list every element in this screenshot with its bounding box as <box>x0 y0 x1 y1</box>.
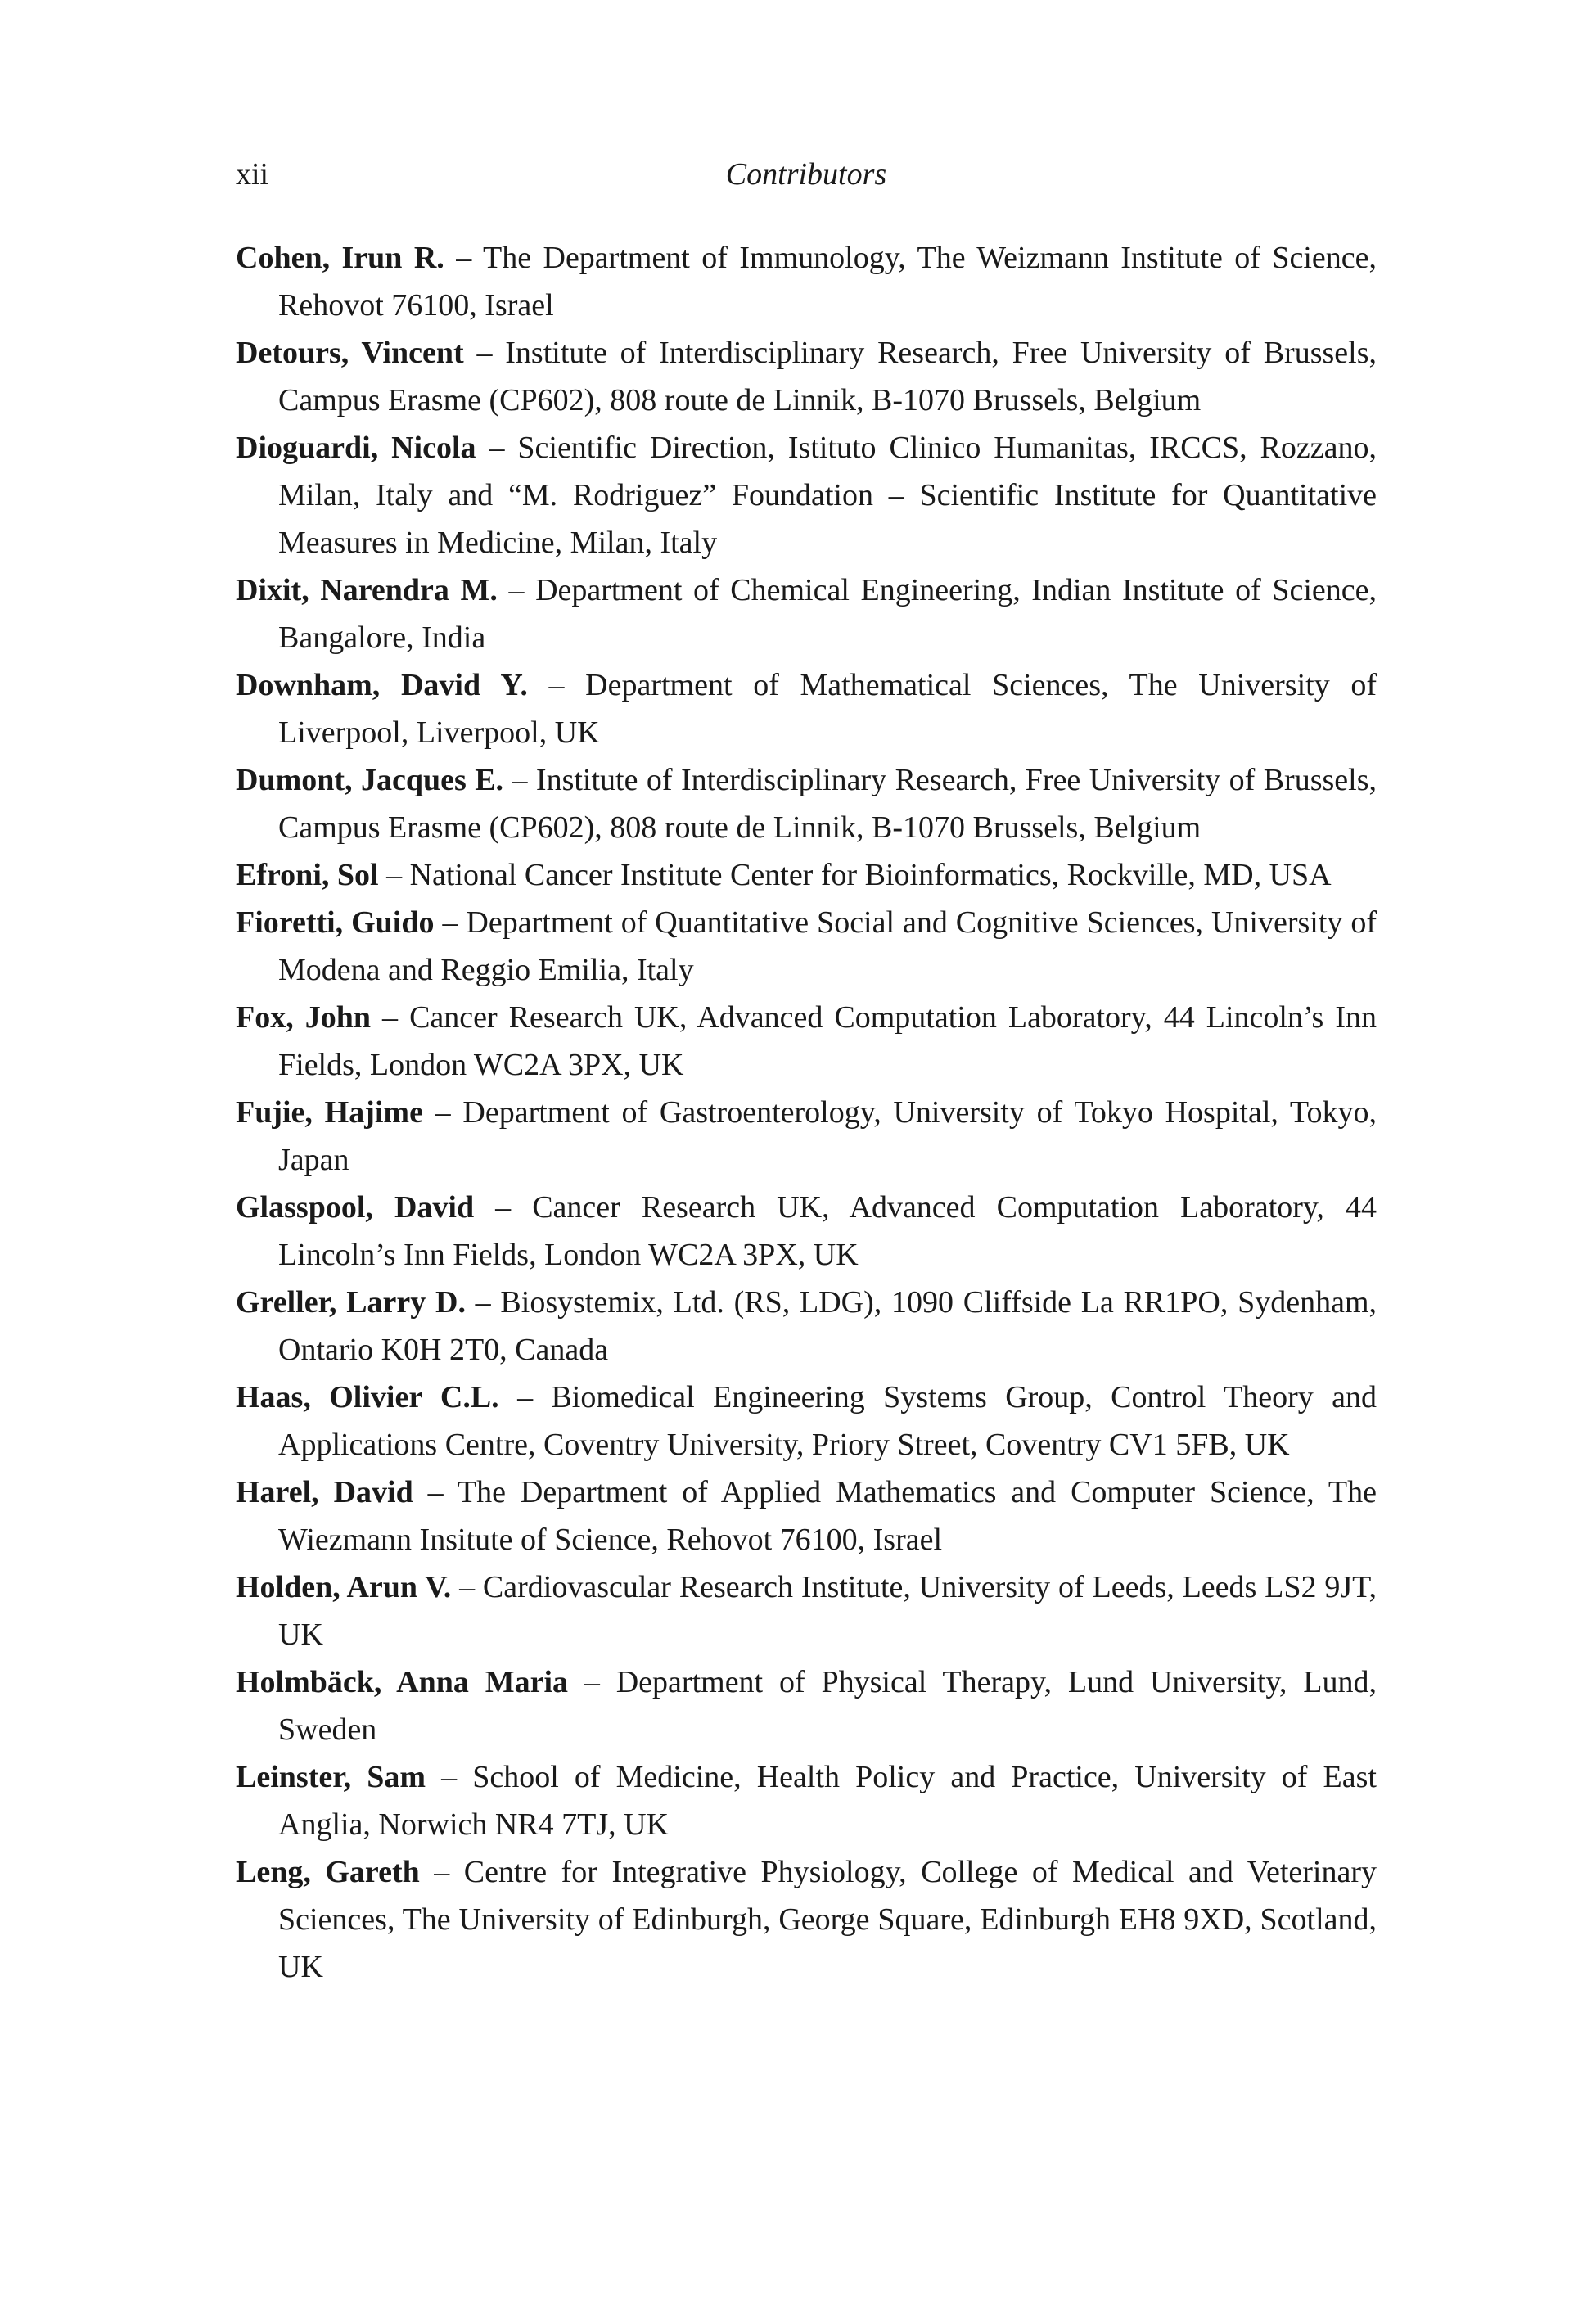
contributor-name: Holmbäck, Anna Maria <box>236 1665 569 1699</box>
contributor-affiliation: – The Department of Applied Mathematics and Computer Science, The Wiezmann Insitute of Science, Rehovot 76100, Israel <box>278 1475 1377 1557</box>
contributor-affiliation: – Cardiovascular Research Institute, University of Leeds, Leeds LS2 9JT, UK <box>278 1570 1377 1652</box>
contributor-affiliation: – Department of Chemical Engineering, Indian Institute of Science, Bangalore, India <box>278 573 1377 655</box>
contributor-entry <box>236 899 1377 994</box>
contributor-entry <box>236 756 1377 851</box>
contributor-affiliation: – Biosystemix, Ltd. (RS, LDG), 1090 Cliffside La RR1PO, Sydenham, Ontario K0H 2T0, Canada <box>278 1285 1377 1367</box>
contributor-affiliation: – Cancer Research UK, Advanced Computation Laboratory, 44 Lincoln’s Inn Fields, London WC2A 3PX, UK <box>278 1000 1377 1082</box>
contributor-name: Harel, David <box>236 1475 413 1509</box>
contributor-name: Efroni, Sol <box>236 858 379 892</box>
contributor-entry <box>236 1658 1377 1753</box>
contributor-affiliation: – Department of Mathematical Sciences, The University of Liverpool, Liverpool, UK <box>278 668 1377 750</box>
contributor-name: Greller, Larry D. <box>236 1285 466 1320</box>
contributor-name: Glasspool, David <box>236 1190 475 1225</box>
contributor-list <box>236 234 1377 1991</box>
contributor-name: Dioguardi, Nicola <box>236 431 476 465</box>
contributor-name: Dixit, Narendra M. <box>236 573 498 607</box>
contributor-name: Haas, Olivier C.L. <box>236 1380 499 1414</box>
contributor-affiliation: – Scientific Direction, Istituto Clinico Humanitas, IRCCS, Rozzano, Milan, Italy and “M. Rodriguez” Foundation – Scientific Institute for Quantitative Measures in Medicine, Milan, Italy <box>278 431 1377 560</box>
contributor-name: Cohen, Irun R. <box>236 241 444 275</box>
contributor-entry <box>236 1563 1377 1658</box>
contributor-affiliation: – Department of Physical Therapy, Lund University, Lund, Sweden <box>278 1665 1377 1747</box>
contributor-name: Fioretti, Guido <box>236 905 435 940</box>
contributor-affiliation: – Department of Quantitative Social and Cognitive Sciences, University of Modena and Reggio Emilia, Italy <box>278 905 1377 987</box>
contributor-name: Downham, David Y. <box>236 668 528 702</box>
contributor-name: Dumont, Jacques E. <box>236 763 504 797</box>
contributor-entry <box>236 994 1377 1089</box>
contributor-entry <box>236 329 1377 424</box>
contributor-affiliation: – Centre for Integrative Physiology, College of Medical and Veterinary Sciences, The University of Edinburgh, George Square, Edinburgh EH8 9XD, Scotland, UK <box>278 1855 1377 1984</box>
contributor-name: Fujie, Hajime <box>236 1095 423 1130</box>
contributor-affiliation: – Cancer Research UK, Advanced Computation Laboratory, 44 Lincoln’s Inn Fields, London WC2A 3PX, UK <box>278 1190 1377 1272</box>
contributor-affiliation: – Biomedical Engineering Systems Group, Control Theory and Applications Centre, Coventry University, Priory Street, Coventry CV1 5FB, UK <box>278 1380 1377 1462</box>
contributor-entry <box>236 1848 1377 1991</box>
contributor-entry <box>236 1184 1377 1279</box>
contributor-affiliation: – The Department of Immunology, The Weizmann Institute of Science, Rehovot 76100, Israel <box>278 241 1377 323</box>
contributor-entry <box>236 851 1377 899</box>
contributor-affiliation: – Institute of Interdisciplinary Research, Free University of Brussels, Campus Erasme (CP602), 808 route de Linnik, B-1070 Brussels, Belgium <box>278 336 1377 417</box>
running-head <box>236 154 1377 195</box>
page-number: xii <box>236 157 269 192</box>
contributor-name: Leng, Gareth <box>236 1855 420 1889</box>
contributor-affiliation: – Institute of Interdisciplinary Research, Free University of Brussels, Campus Erasme (CP602), 808 route de Linnik, B-1070 Brussels, Belgium <box>278 763 1377 845</box>
contributor-entry <box>236 1089 1377 1184</box>
contributor-name: Holden, Arun V. <box>236 1570 452 1604</box>
running-title: Contributors <box>725 157 887 192</box>
contributor-entry <box>236 1279 1377 1374</box>
contributor-entry <box>236 566 1377 661</box>
contributor-affiliation: – School of Medicine, Health Policy and Practice, University of East Anglia, Norwich NR4 7TJ, UK <box>278 1760 1377 1842</box>
contributor-entry <box>236 1469 1377 1563</box>
contributor-entry <box>236 424 1377 566</box>
contributor-name: Fox, John <box>236 1000 372 1035</box>
contributor-affiliation: – National Cancer Institute Center for Bioinformatics, Rockville, MD, USA <box>378 858 1332 892</box>
contributor-entry <box>236 1374 1377 1469</box>
contributor-name: Detours, Vincent <box>236 336 464 370</box>
contributor-affiliation: – Department of Gastroenterology, University of Tokyo Hospital, Tokyo, Japan <box>278 1095 1377 1177</box>
contributor-entry <box>236 1753 1377 1848</box>
contributor-entry <box>236 234 1377 329</box>
contributor-entry <box>236 661 1377 756</box>
contributor-name: Leinster, Sam <box>236 1760 426 1794</box>
